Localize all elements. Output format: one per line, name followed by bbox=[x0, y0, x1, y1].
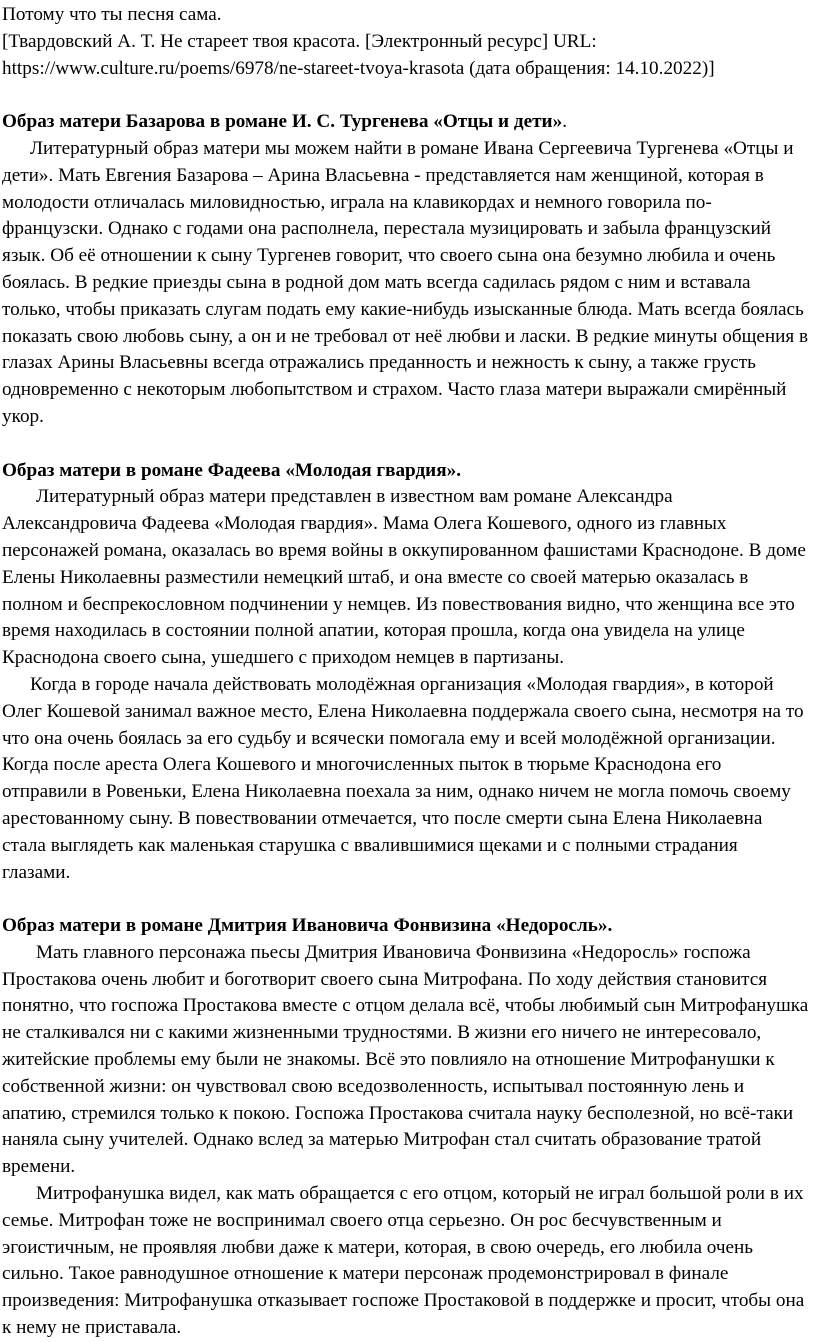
paragraph-fadeev-1: Литературный образ матери представлен в известном вам романе Александра Александровича Фадеева «Молодая гвардия». Мама Олега Кошевого, одного из главных персонажей романа, оказалась во время войны в оккупированном фашистами Краснодоне. В доме Елены Николаевны разместили немецкий штаб, и она вместе со своей матерью оказалась в полном и беспрекословном подчинении у немцев. Из повествования видно, что женщина все это время находилась в состоянии полной апатии, которая прошла, когда она увидела на улице Краснодона своего сына, ушедшего с приходом немцев в партизаны. bbox=[2, 486, 806, 669]
section-heading-fadeev: Образ матери в романе Фадеева «Молодая гвардия». bbox=[2, 459, 462, 481]
citation-line-2: https://www.culture.ru/poems/6978/ne-stareet-tvoya-krasota (дата обращения: 14.10.2022)] bbox=[2, 57, 715, 79]
paragraph-fonvizin-1: Мать главного персонажа пьесы Дмитрия Ивановича Фонвизина «Недоросль» госпожа Простакова очень любит и боготворит своего сына Митрофана. По ходу действия становится понятно, что госпожа Простакова вместе с отцом делала всё, чтобы любимый сын Митрофанушка не сталкивался ни с какими жизненными трудностями. В жизни его ничего не интересовало, житейские проблемы ему были не знакомы. Всё это повлияло на отношение Митрофанушки к собственной жизни: он чувствовал свою вседозволенность, испытывал постоянную лень и апатию, стремился только к покою. Госпожа Простакова считала науку бесполезной, но всё-таки наняла сыну учителей. Однако вслед за матерью Митрофан стал считать образование тратой времени. bbox=[2, 941, 809, 1178]
heading-suffix: . bbox=[562, 111, 567, 133]
blank-line bbox=[2, 431, 810, 458]
blank-line bbox=[2, 82, 810, 109]
section-heading-bazarov bbox=[2, 109, 810, 136]
citation-line-1: [Твардовский А. Т. Не стареет твоя красота. [Электронный ресурс] URL: bbox=[2, 30, 597, 52]
poem-line: Потому что ты песня сама. bbox=[2, 4, 222, 25]
section-heading-fonvizin: Образ матери в романе Дмитрия Ивановича Фонвизина «Недоросль». bbox=[2, 915, 613, 937]
paragraph-fadeev-2: Когда в городе начала действовать молодёжная организация «Молодая гвардия», в которой Олег Кошевой занимал важное место, Елена Николаевна поддержала своего сына, несмотря на то что она очень боялась за его судьбу и всячески помогала ему и всей молодёжной организации. Когда после ареста Олега Кошевого и многочисленных пыток в тюрьме Краснодона его отправили в Ровеньки, Елена Николаевна поехала за ним, однако ничем не могла помочь своему арестованному сыну. В повествовании отмечается, что после смерти сына Елена Николаевна стала выглядеть как маленькая старушка с ввалившимися щеками и с полными страдания глазами. bbox=[2, 673, 804, 883]
paragraph-bazarov-1: Литературный образ матери мы можем найти в романе Ивана Сергеевича Тургенева «Отцы и дети». Мать Евгения Базарова – Арина Власьевна - представляется нам женщиной, которая в молодости отличалась миловидностью, играла на клавикордах и немного говорила по-французски. Однако с годами она располнела, перестала музицировать и забыла французский язык. Об её отношении к сыну Тургенев говорит, что своего сына она безумно любила и очень боялась. В редкие приезды сына в родной дом мать всегда садилась рядом с ним и вставала только, чтобы приказать слугам подать ему какие-нибудь изысканные блюда. Мать всегда боялась показать свою любовь сыну, а он и не требовал от неё любви и ласки. В редкие минуты общения в глазах Арины Власьевны всегда отражались преданность и нежность к сыну, а также грусть одновременно с некоторым любопытством и страхом. Часто глаза матери выражали смирённый укор. bbox=[2, 137, 809, 427]
heading-text: Образ матери Базарова в романе И. С. Тургенева «Отцы и дети» bbox=[2, 111, 563, 133]
blank-line bbox=[2, 886, 810, 913]
paragraph-fonvizin-2: Митрофанушка видел, как мать обращается с его отцом, который не играл большой роли в их семье. Митрофан тоже не воспринимал своего отца серьезно. Он рос бесчувственным и эгоистичным, не проявляя любви даже к матери, которая, в свою очередь, его любила очень сильно. Такое равнодушное отношение к матери персонаж продемонстрировал в финале произведения: Митрофанушка отказывает госпоже Простаковой в поддержке и просит, чтобы она к нему не приставала. bbox=[2, 1183, 805, 1339]
